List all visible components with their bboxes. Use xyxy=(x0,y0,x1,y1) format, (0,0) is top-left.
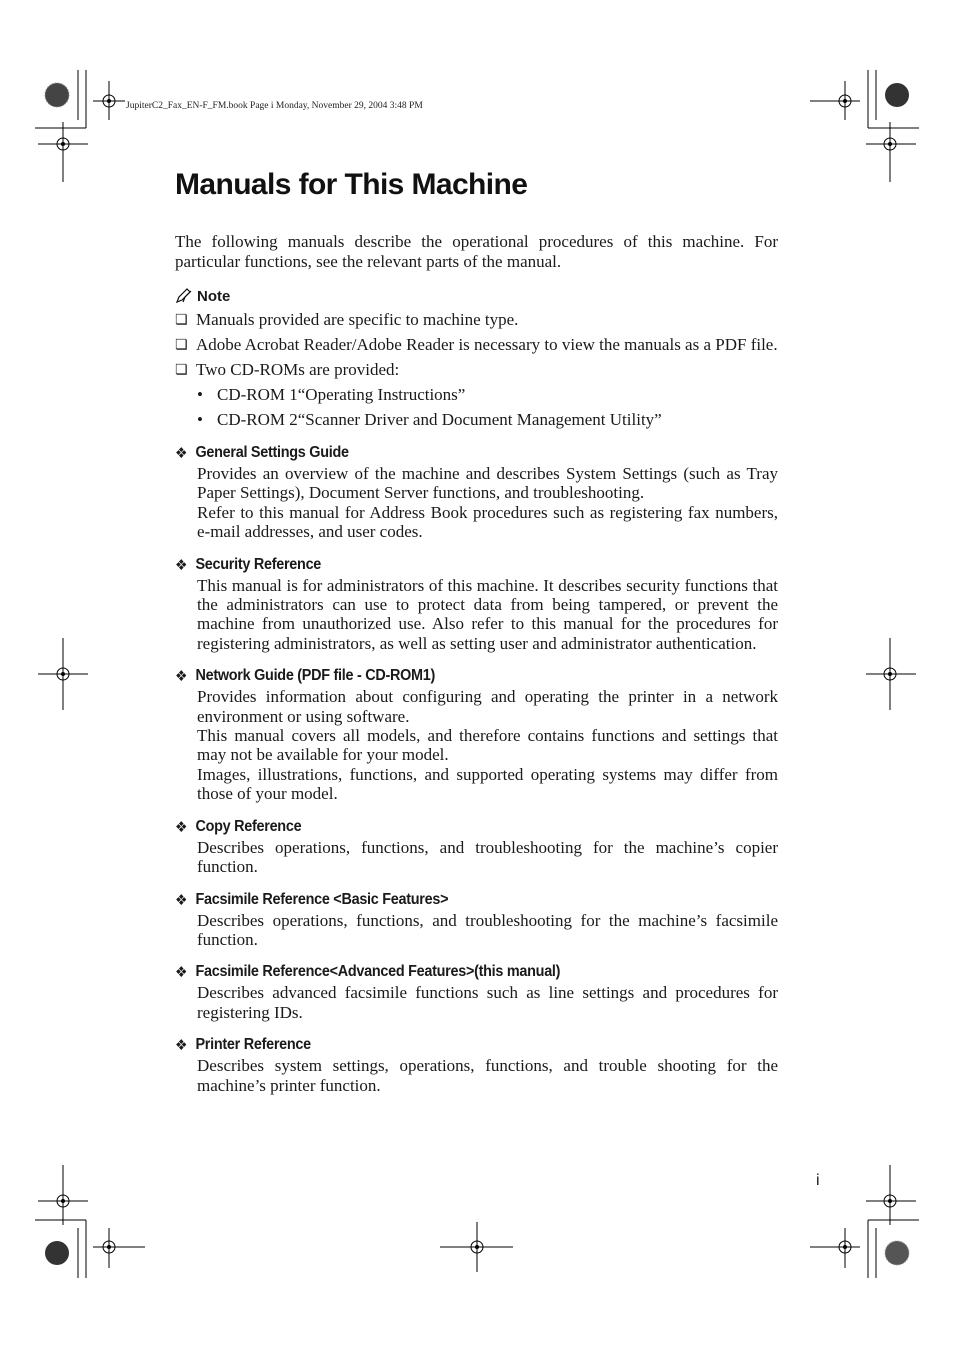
manual-section-printer xyxy=(175,1034,778,1095)
note-label: Note xyxy=(197,287,231,305)
registration-disc-top-right xyxy=(885,83,909,107)
section-heading: ❖ Facsimile Reference <Basic Features> xyxy=(175,890,449,909)
section-heading: ❖ Network Guide (PDF file - CD-ROM1) xyxy=(175,667,436,686)
pencil-icon xyxy=(175,288,193,304)
manual-section-general-settings xyxy=(175,442,778,542)
manual-section-network xyxy=(175,665,778,803)
checkbox-icon: ❏ xyxy=(175,312,188,328)
section-body: This manual is for administrators of this machine. It describes security functions that the administrators can use to protect data from being tampered, or prevent the machine from unauthorized use. Also refer to this manual for the procedures for registering administrators, as well as setting user and administrator authentication. xyxy=(197,575,778,653)
section-heading: ❖ General Settings Guide xyxy=(175,444,349,462)
registration-disc-bottom-right xyxy=(885,1241,909,1265)
bullet-item: • CD-ROM 2“Scanner Driver and Document Management Utility” xyxy=(197,410,662,429)
section-heading: ❖ Security Reference xyxy=(175,555,322,574)
section-body: Describes operations, functions, and troubleshooting for the machine’s facsimile function. xyxy=(197,910,778,949)
section-heading: ❖ Printer Reference xyxy=(175,1036,311,1055)
bullet-item: • CD-ROM 1“Operating Instructions” xyxy=(197,385,466,404)
diamond-icon: ❖ xyxy=(175,667,188,686)
registration-disc-bottom-left xyxy=(45,1241,69,1265)
note-item: ❏ Manuals provided are specific to machine type. xyxy=(175,310,519,329)
diamond-icon: ❖ xyxy=(175,1036,188,1055)
main-content xyxy=(175,232,778,1095)
section-body: Describes system settings, operations, functions, and trouble shooting for the machine’s printer function. xyxy=(197,1056,778,1095)
manual-section-fax-basic xyxy=(175,889,778,950)
section-body: Provides an overview of the machine and describes System Settings (such as Tray Paper Settings), Document Server functions, and troubleshooting. Refer to this manual for Address Book procedures such as registering fax numbers, e-mail addresses, and user codes. xyxy=(197,464,778,542)
manual-section-copy xyxy=(175,816,778,877)
page-number: i xyxy=(816,1172,820,1189)
manual-section-security xyxy=(175,554,778,654)
checkbox-icon: ❏ xyxy=(175,337,188,353)
section-body: Describes advanced facsimile functions such as line settings and procedures for registering IDs. xyxy=(197,983,778,1022)
intro-paragraph: The following manuals describe the operational procedures of this machine. For particular functions, see the relevant parts of the manual. xyxy=(175,232,778,271)
section-body: Provides information about configuring and operating the printer in a network environment or using software. This manual covers all models, and therefore contains functions and settings that may not be available for your model. Images, illustrations, functions, and supported operating systems may differ from those of your model. xyxy=(197,687,778,804)
registration-disc-top-left xyxy=(45,83,69,107)
bullet-icon: • xyxy=(197,385,203,404)
note-heading xyxy=(175,286,778,306)
diamond-icon: ❖ xyxy=(175,555,188,574)
bullet-icon: • xyxy=(197,410,203,429)
section-heading: ❖ Facsimile Reference<Advanced Features>(this manual) xyxy=(175,963,561,982)
diamond-icon: ❖ xyxy=(175,963,188,982)
checkbox-icon: ❏ xyxy=(175,362,188,378)
manual-section-fax-advanced xyxy=(175,961,778,1022)
diamond-icon: ❖ xyxy=(175,444,188,462)
section-body: Describes operations, functions, and troubleshooting for the machine’s copier function. xyxy=(197,837,778,877)
note-item: ❏ Two CD-ROMs are provided: xyxy=(175,360,400,379)
diamond-icon: ❖ xyxy=(175,890,188,909)
note-item: ❏ Adobe Acrobat Reader/Adobe Reader is necessary to view the manuals as a PDF file. xyxy=(175,335,778,354)
page-title: Manuals for This Machine xyxy=(175,168,528,201)
print-header-line: JupiterC2_Fax_EN-F_FM.book Page i Monday, November 29, 2004 3:48 PM xyxy=(126,101,423,111)
diamond-icon: ❖ xyxy=(175,817,188,836)
section-heading: ❖ Copy Reference xyxy=(175,817,302,836)
